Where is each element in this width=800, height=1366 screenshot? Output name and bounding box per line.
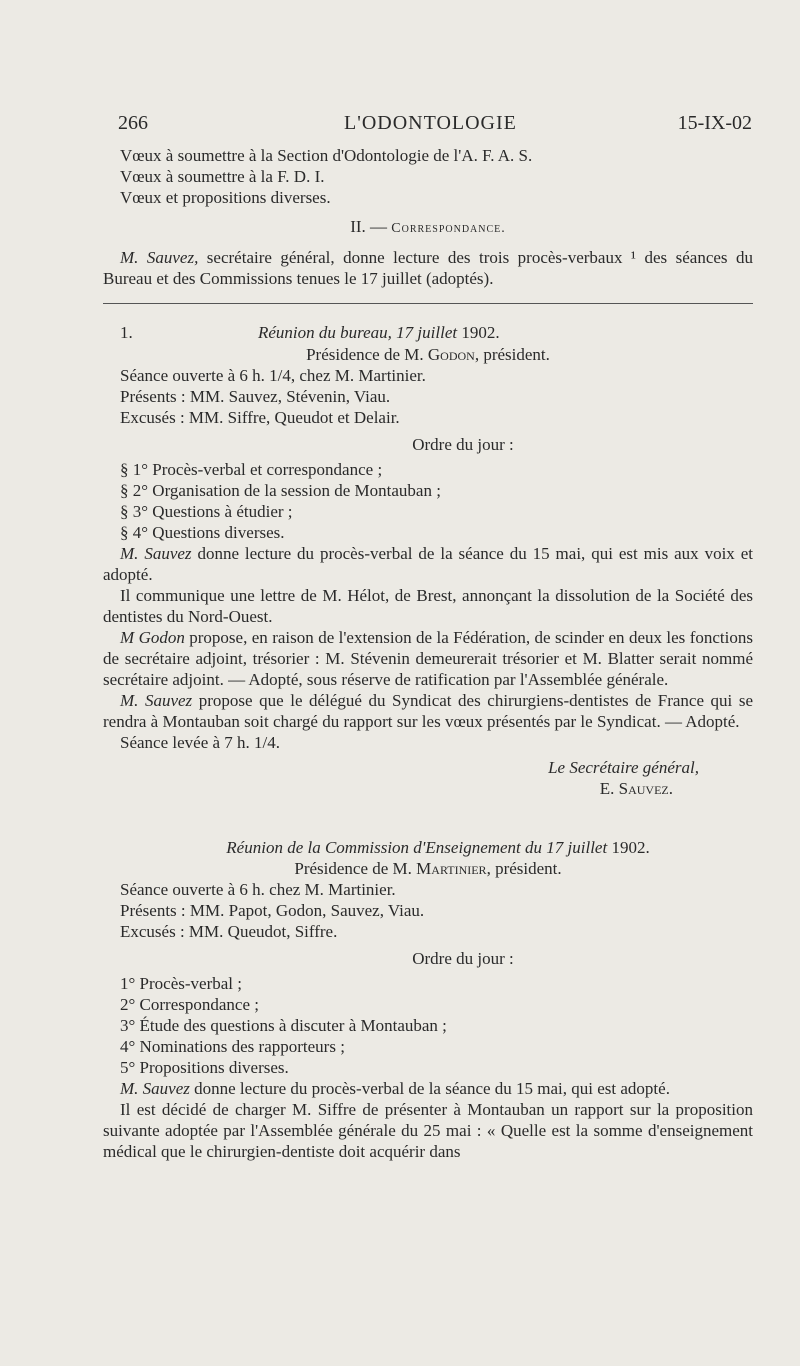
president-name: Godon (427, 345, 475, 364)
presidence-line (103, 344, 753, 365)
presidence-line (103, 858, 753, 879)
minutes-paragraph (103, 627, 753, 690)
agenda-item: § 2° Organisation de la session de Montauban ; (120, 481, 441, 500)
president-name: Martinier (416, 859, 487, 878)
meeting-title-year: 1902. (611, 838, 650, 857)
page-number: 266 (118, 112, 148, 134)
agenda-list (103, 459, 753, 543)
intro-list (103, 145, 753, 208)
agenda-title: Ordre du jour : (412, 435, 514, 454)
presidence-suffix: , président. (486, 859, 562, 878)
minutes-paragraph (103, 1078, 753, 1099)
paragraph-text: donne lecture du procès-verbal de la séance du 15 mai, qui est adopté. (189, 1079, 670, 1098)
signature-name: E. Sauvez. (599, 779, 673, 798)
presidence-prefix: Présidence de M. (294, 859, 417, 878)
paragraph-text: propose, en raison de l'extension de la Fédération, de scinder en deux les fonctions de secrétaire adjoint, trésorier : M. Stévenin demeurerait trésorier et M. Blatter serait nommé secrétaire adjoint. — Adopté, sous réserve de ratification par l'Assemblée générale. (103, 628, 753, 689)
minutes-paragraph: Il est décidé de charger M. Siffre de présenter à Montauban un rapport sur la proposition suivante adoptée par l'Assemblée générale du 25 mai : « Quelle est la somme d'enseignement médical que le chirurgien-dentiste doit acquérir dans (103, 1100, 753, 1161)
meeting-title-year: 1902. (461, 323, 500, 342)
speaker-name: M. Sauvez (120, 544, 192, 563)
minutes-paragraph: Il communique une lettre de M. Hélot, de Brest, annonçant la dissolution de la Société des dentistes du Nord-Ouest. (103, 586, 753, 626)
meeting-teaching-commission (103, 837, 753, 1162)
paragraph-text: secrétaire général, donne lecture des trois procès-verbaux ¹ des séances du Bureau et des Commissions tenues le 17 juillet (adoptés). (103, 248, 753, 288)
page-body (103, 145, 753, 1162)
meeting-title-text: Réunion de la Commission d'Enseignement du 17 juillet (226, 838, 608, 857)
session-opened: Séance ouverte à 6 h. chez M. Martinier. (120, 880, 396, 899)
agenda-item: § 3° Questions à étudier ; (120, 502, 293, 521)
attendance-block (103, 365, 753, 428)
signature-role: Le Secrétaire général, (548, 758, 699, 777)
meeting-bureau (103, 322, 753, 799)
speaker-name: M. Sauvez, (120, 248, 199, 267)
intro-paragraph (103, 247, 753, 289)
intro-item: Vœux et propositions diverses. (120, 188, 331, 207)
agenda-item: 3° Étude des questions à discuter à Montauban ; (120, 1016, 447, 1035)
issue-date: 15-IX-02 (677, 112, 752, 134)
present-members: Présents : MM. Sauvez, Stévenin, Viau. (120, 387, 391, 406)
speaker-name: M Godon (120, 628, 185, 647)
running-header (118, 112, 752, 138)
presidence-prefix: Présidence de M. (306, 345, 428, 364)
agenda-item: 4° Nominations des rapporteurs ; (120, 1037, 345, 1056)
attendance-block (103, 879, 753, 942)
meeting-title (103, 322, 753, 344)
meeting-title (103, 837, 753, 858)
section-heading-number: II. — (350, 217, 388, 236)
minutes-paragraph (103, 543, 753, 585)
intro-item: Vœux à soumettre à la Section d'Odontologie de l'A. F. A. S. (120, 146, 533, 165)
journal-title: L'ODONTOLOGIE (344, 112, 517, 134)
speaker-name: M. Sauvez (120, 691, 193, 710)
agenda-item: 1° Procès-verbal ; (120, 974, 242, 993)
section-heading (103, 216, 753, 239)
paragraph-text: propose que le délégué du Syndicat des chirurgiens-dentistes de France qui se rendra à Montauban soit chargé du rapport sur les vœux présentés par le Syndicat. — Adopté. (103, 691, 754, 731)
signature-block (103, 757, 753, 799)
excused-members: Excusés : MM. Queudot, Siffre. (120, 922, 338, 941)
presidence-suffix: , président. (474, 345, 550, 364)
agenda-item: § 1° Procès-verbal et correspondance ; (120, 460, 383, 479)
present-members: Présents : MM. Papot, Godon, Sauvez, Viau. (120, 901, 425, 920)
meeting-title-text: Réunion du bureau, 17 juillet (258, 323, 458, 342)
session-opened: Séance ouverte à 6 h. 1/4, chez M. Martinier. (120, 366, 426, 385)
speaker-name: M. Sauvez (120, 1079, 190, 1098)
excused-members: Excusés : MM. Siffre, Queudot et Delair. (120, 408, 400, 427)
agenda-list (103, 973, 753, 1078)
meeting-number: 1. (120, 323, 133, 342)
session-closed: Séance levée à 7 h. 1/4. (120, 733, 281, 752)
section-heading-title: Correspondance. (391, 221, 506, 236)
paragraph-text: donne lecture du procès-verbal de la séance du 15 mai, qui est mis aux voix et adopté. (103, 544, 753, 584)
minutes-paragraph (103, 690, 753, 732)
intro-item: Vœux à soumettre à la F. D. I. (120, 167, 325, 186)
section-divider (103, 303, 753, 304)
agenda-item: § 4° Questions diverses. (120, 523, 285, 542)
agenda-item: 2° Correspondance ; (120, 995, 259, 1014)
agenda-title: Ordre du jour : (412, 949, 514, 968)
agenda-item: 5° Propositions diverses. (120, 1058, 289, 1077)
